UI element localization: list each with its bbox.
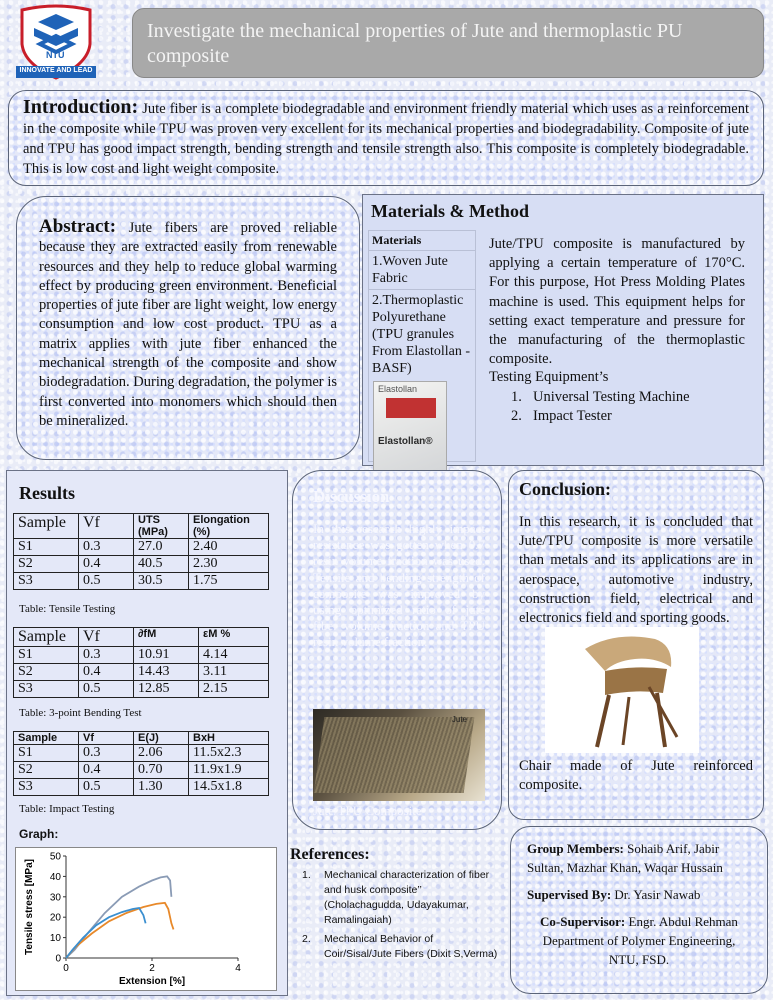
method-text: Jute/TPU composite is manufactured by applying a certain temperature of 170°C. For this purpose, Hot Press Molding Plates machine is used. This equipment helps for setting exact temperature and pressure for the manufacturing of the thermoplastic composite. (489, 236, 745, 368)
group-members-label: Group Members: (527, 841, 624, 856)
references-heading: References: (290, 846, 370, 863)
materials-heading: Materials & Method (371, 201, 529, 221)
materials-table-header: Materials (369, 231, 475, 251)
conclusion-heading: Conclusion: (519, 479, 612, 499)
tensile-header-row (14, 514, 269, 539)
co-supervisor-value: Engr. Abdul Rehman Department of Polymer Engineering, NTU, FSD. (542, 914, 738, 967)
table-row: S1 0.3 27.0 2.40 (14, 539, 269, 556)
materials-method-panel (362, 194, 764, 466)
table-header: BxH (189, 732, 269, 745)
table-header: UTS (MPa) (134, 514, 189, 539)
introduction-text: Jute fiber is a complete biodegradable and environment friendly material which uses as a reinforcement in the composite while TPU was proven very excellent for its mechanical properties and biodegradability. Composite of jute and TPU has good impact strength, bending strength and tensile strength also. This composite is completely biodegradable. This is low cost and light weight composite. (23, 101, 750, 177)
photo-label: Jute (451, 715, 467, 724)
table-header: Vf (79, 732, 134, 745)
impact-caption: Table: Impact Testing (19, 803, 115, 815)
x-tick-label: 2 (149, 963, 155, 974)
conclusion-text: In this research, it is concluded that Jute/TPU composite is more versatile than metals and its applications are in aerospace, automotive industry, construction field, electrical and electronics field and sporting goods. (519, 514, 753, 627)
abstract-panel (16, 196, 360, 460)
reference-item: 2. Mechanical Behavior of Coir/Sisal/Jute Fibers (Dixit S,Verma) (302, 933, 498, 960)
supervisor-value: Dr. Yasir Nawab (614, 887, 701, 902)
x-axis-label: Extension [%] (118, 976, 186, 987)
tpu-bag-image (373, 381, 447, 471)
credits-panel (510, 826, 768, 994)
introduction-panel (8, 90, 764, 186)
table-row: S3 0.5 1.30 14.5x1.8 (14, 779, 269, 796)
table-row: S2 0.4 14.43 3.11 (14, 664, 269, 681)
tensile-caption: Table: Tensile Testing (19, 603, 116, 615)
table-row: S3 0.5 12.85 2.15 (14, 681, 269, 698)
graph-frame (15, 847, 277, 991)
materials-item-jute: 1.Woven Jute Fabric (369, 251, 475, 290)
y-tick-label: 10 (49, 933, 61, 945)
discussion-text: In this research highly impact resistance was gotten when 0.7 resin volume fraction was used. Tensile and bending strength of composite was improved by using optimized ratio of jute fiber volume fraction and TPU resin volume fraction. (313, 521, 485, 650)
testing-item-2: 2. Impact Tester (511, 408, 612, 424)
graph-label: Graph: (19, 827, 59, 841)
poster-title: Investigate the mechanical properties of Jute and thermoplastic PU composite (147, 20, 683, 67)
testing-item-1: 1. Universal Testing Machine (511, 389, 690, 405)
bending-header-row (14, 628, 269, 647)
table-row: S2 0.4 40.5 2.30 (14, 556, 269, 573)
reference-item: 1. Mechanical characterization of fiber and husk composite’’ (Cholachagudda, Udayakumar, Ramalingaiah) (302, 869, 490, 926)
y-tick-label: 40 (49, 871, 61, 883)
table-header: Sample (14, 732, 79, 745)
jute-composite-photo (313, 709, 485, 801)
table-header: E(J) (134, 732, 189, 745)
jute-chair-photo (545, 627, 699, 753)
table-header: Elongation (%) (189, 514, 269, 539)
jute-texture (314, 717, 475, 793)
x-tick-label: 4 (235, 963, 241, 974)
table-header: Sample (14, 514, 79, 539)
impact-header-row (14, 732, 269, 745)
testing-heading: Testing Equipment’s (489, 369, 609, 385)
x-tick-label: 0 (63, 963, 69, 974)
bag-brand: Elastollan® (378, 436, 433, 447)
table-row: S1 0.3 2.06 11.5x2.3 (14, 745, 269, 762)
conclusion-panel (508, 470, 764, 820)
table-header: Sample (14, 628, 79, 647)
logo-letters: NTU (46, 50, 65, 60)
discussion-heading: Discussion (313, 487, 390, 506)
references-section (290, 846, 500, 962)
table-header: Vf (79, 628, 134, 647)
discussion-caption: Jute/TPU Composite (313, 803, 422, 818)
series-line-2 (66, 903, 174, 958)
results-heading: Results (19, 483, 76, 503)
introduction-heading: Introduction: (23, 96, 139, 118)
materials-item-tpu: 2.Thermoplastic Polyurethane (TPU granules From Elastollan - BASF) (372, 293, 470, 376)
logo-ribbon: INNOVATE AND LEAD (19, 67, 93, 74)
table-header: ∂fM (134, 628, 199, 647)
tensile-stress-chart (16, 848, 276, 990)
discussion-panel (292, 470, 502, 830)
group-members-value: Sohaib Arif, Jabir Sultan, Mazhar Khan, Waqar Hussain (527, 841, 723, 875)
co-supervisor (527, 912, 751, 969)
table-header: Vf (79, 514, 134, 539)
bending-table (13, 627, 269, 698)
tensile-table (13, 513, 269, 590)
ntu-logo (10, 4, 102, 84)
y-tick-label: 50 (49, 851, 61, 863)
results-panel (6, 470, 288, 996)
table-header: εM % (199, 628, 269, 647)
materials-list (368, 230, 476, 462)
impact-table (13, 731, 269, 796)
series-line-3 (66, 908, 146, 958)
supervisor-label: Supervised By: (527, 887, 612, 902)
co-supervisor-label: Co-Supervisor: (540, 914, 626, 929)
bending-caption: Table: 3-point Bending Test (19, 707, 142, 719)
table-row: S1 0.3 10.91 4.14 (14, 647, 269, 664)
supervisor (527, 885, 751, 904)
bag-brand-top: Elastollan (378, 384, 418, 394)
group-members (527, 839, 751, 877)
y-axis-label: Tensile stress [MPa] (24, 859, 35, 955)
title-bar (132, 8, 764, 78)
table-row: S2 0.4 0.70 11.9x1.9 (14, 762, 269, 779)
bag-label (386, 398, 436, 418)
abstract-text: Jute fibers are proved reliable because they are extracted easily from renewable resources and they help to reduce global warming effect by producing green environment. Beneficial properties of jute fiber are light weight, low energy consumption and low cost product. TPU as a matrix applies with jute fiber enhanced the mechanical strength of the composite and show biodegradation. During degradation, the polymer is first converted into monomers which should then be mineralized. (39, 220, 338, 429)
y-tick-label: 30 (49, 892, 61, 904)
y-tick-label: 0 (55, 953, 61, 965)
conclusion-caption: Chair made of Jute reinforced composite. (519, 758, 753, 793)
y-tick-label: 20 (49, 912, 61, 924)
table-row: S3 0.5 30.5 1.75 (14, 573, 269, 590)
abstract-heading: Abstract: (39, 216, 117, 237)
